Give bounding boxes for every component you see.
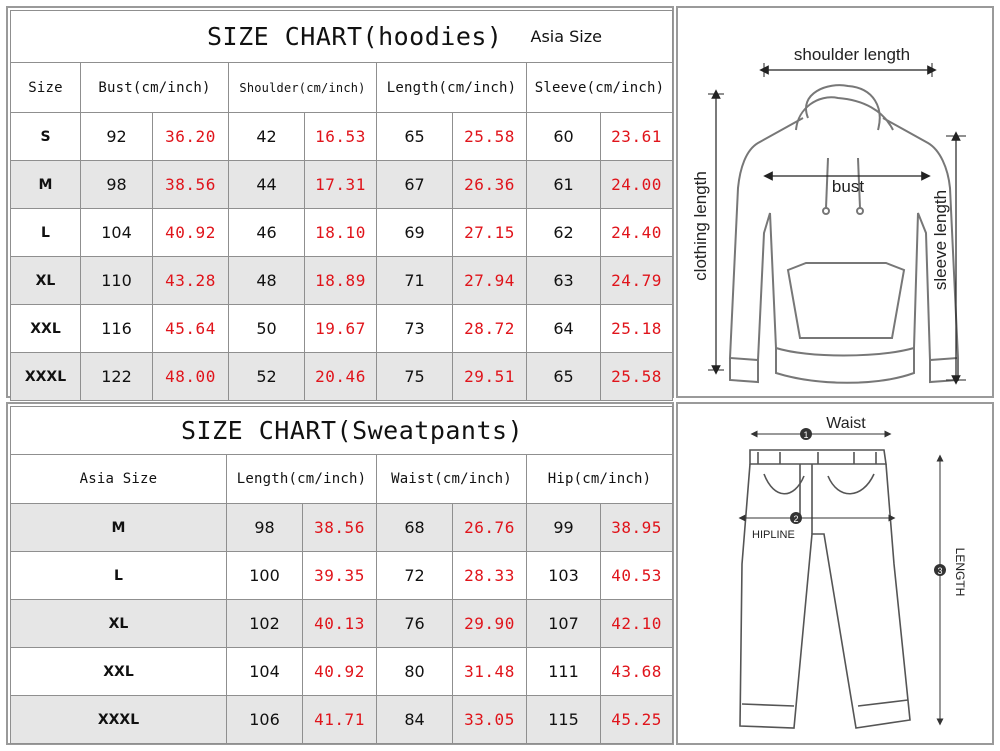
header-hip: Hip(cm/inch)	[527, 455, 673, 504]
size-cell: S	[11, 113, 81, 161]
waist-inch-cell: 33.05	[453, 696, 527, 744]
sleeve-cm-cell: 60	[527, 113, 601, 161]
length-cm-cell: 71	[377, 257, 453, 305]
bust-cm-cell: 98	[81, 161, 153, 209]
waist-cm-cell: 68	[377, 504, 453, 552]
length-inch-cell: 25.58	[453, 113, 527, 161]
length-cm-cell: 106	[227, 696, 303, 744]
waist-inch-cell: 28.33	[453, 552, 527, 600]
hip-cm-cell: 107	[527, 600, 601, 648]
table-row	[11, 353, 673, 401]
hoodie-header-row	[11, 63, 673, 113]
length-cm-cell: 65	[377, 113, 453, 161]
hoodie-diagram-panel	[676, 6, 994, 398]
header-sleeve: Sleeve(cm/inch)	[527, 63, 673, 113]
hip-inch-cell: 45.25	[601, 696, 673, 744]
hip-inch-cell: 43.68	[601, 648, 673, 696]
header-size: Size	[11, 63, 81, 113]
size-cell: XXXL	[11, 353, 81, 401]
size-cell: XXL	[11, 648, 227, 696]
svg-text:3: 3	[937, 566, 943, 576]
size-cell: XXL	[11, 305, 81, 353]
sweatpants-chart-title: SIZE CHART(Sweatpants)	[181, 416, 524, 445]
length-inch-cell: 40.13	[303, 600, 377, 648]
bust-inch-cell: 36.20	[153, 113, 229, 161]
shoulder-cm-cell: 52	[229, 353, 305, 401]
waist-cm-cell: 80	[377, 648, 453, 696]
hoodie-size-table	[10, 10, 673, 401]
table-row	[11, 305, 673, 353]
bust-cm-cell: 110	[81, 257, 153, 305]
pants-diagram	[678, 404, 992, 743]
shoulder-inch-cell: 18.10	[305, 209, 377, 257]
hipline-label: HIPLINE	[752, 529, 795, 541]
shoulder-cm-cell: 42	[229, 113, 305, 161]
clothing-length-label: clothing length	[691, 171, 710, 281]
size-cell: M	[11, 504, 227, 552]
sleeve-inch-cell: 25.18	[601, 305, 673, 353]
length-inch-cell: 40.92	[303, 648, 377, 696]
length-inch-cell: 41.71	[303, 696, 377, 744]
shoulder-cm-cell: 46	[229, 209, 305, 257]
bust-inch-cell: 40.92	[153, 209, 229, 257]
length-cm-cell: 102	[227, 600, 303, 648]
length-inch-cell: 26.36	[453, 161, 527, 209]
sleeve-inch-cell: 23.61	[601, 113, 673, 161]
shoulder-inch-cell: 18.89	[305, 257, 377, 305]
size-cell: L	[11, 209, 81, 257]
table-row	[11, 696, 673, 744]
length-cm-cell: 98	[227, 504, 303, 552]
length-cm-cell: 104	[227, 648, 303, 696]
bust-inch-cell: 38.56	[153, 161, 229, 209]
shoulder-inch-cell: 20.46	[305, 353, 377, 401]
size-cell: XL	[11, 257, 81, 305]
waist-cm-cell: 84	[377, 696, 453, 744]
sleeve-cm-cell: 64	[527, 305, 601, 353]
bust-inch-cell: 48.00	[153, 353, 229, 401]
sweatpants-header-row	[11, 455, 673, 504]
bust-cm-cell: 104	[81, 209, 153, 257]
sleeve-cm-cell: 61	[527, 161, 601, 209]
asia-size-label: Asia Size	[530, 27, 602, 46]
length-cm-cell: 75	[377, 353, 453, 401]
hoodie-size-chart-panel	[6, 6, 674, 398]
length-inch-cell: 28.72	[453, 305, 527, 353]
sleeve-inch-cell: 25.58	[601, 353, 673, 401]
size-cell: M	[11, 161, 81, 209]
bust-label: bust	[831, 177, 865, 196]
hip-cm-cell: 103	[527, 552, 601, 600]
table-row	[11, 504, 673, 552]
table-row	[11, 648, 673, 696]
length-inch-cell: 29.51	[453, 353, 527, 401]
shoulder-cm-cell: 50	[229, 305, 305, 353]
header-waist: Waist(cm/inch)	[377, 455, 527, 504]
waist-cm-cell: 76	[377, 600, 453, 648]
length-inch-cell: 38.56	[303, 504, 377, 552]
header-length: Length(cm/inch)	[227, 455, 377, 504]
shoulder-inch-cell: 17.31	[305, 161, 377, 209]
sleeve-length-label: sleeve length	[931, 189, 950, 291]
length-cm-cell: 100	[227, 552, 303, 600]
sleeve-inch-cell: 24.40	[601, 209, 673, 257]
waist-label: Waist	[826, 415, 866, 432]
size-cell: XL	[11, 600, 227, 648]
hip-cm-cell: 115	[527, 696, 601, 744]
hip-inch-cell: 42.10	[601, 600, 673, 648]
length-label: LENGTH	[953, 547, 967, 597]
table-row	[11, 257, 673, 305]
sleeve-inch-cell: 24.00	[601, 161, 673, 209]
length-inch-cell: 27.15	[453, 209, 527, 257]
pants-outline-icon	[740, 450, 910, 728]
length-cm-cell: 69	[377, 209, 453, 257]
sleeve-cm-cell: 63	[527, 257, 601, 305]
waist-inch-cell: 31.48	[453, 648, 527, 696]
sweatpants-size-table	[10, 406, 673, 744]
length-inch-cell: 39.35	[303, 552, 377, 600]
hip-inch-cell: 38.95	[601, 504, 673, 552]
hoodie-diagram	[678, 8, 992, 396]
length-inch-cell: 27.94	[453, 257, 527, 305]
hip-cm-cell: 99	[527, 504, 601, 552]
bust-inch-cell: 43.28	[153, 257, 229, 305]
shoulder-cm-cell: 48	[229, 257, 305, 305]
bust-cm-cell: 116	[81, 305, 153, 353]
waist-inch-cell: 29.90	[453, 600, 527, 648]
length-cm-cell: 67	[377, 161, 453, 209]
size-cell: L	[11, 552, 227, 600]
sleeve-cm-cell: 65	[527, 353, 601, 401]
shoulder-length-label: shoulder length	[793, 45, 911, 64]
svg-text:1: 1	[803, 430, 809, 440]
sleeve-cm-cell: 62	[527, 209, 601, 257]
bust-cm-cell: 122	[81, 353, 153, 401]
svg-text:2: 2	[793, 514, 799, 524]
bust-cm-cell: 92	[81, 113, 153, 161]
table-row	[11, 552, 673, 600]
table-row	[11, 161, 673, 209]
length-cm-cell: 73	[377, 305, 453, 353]
sweatpants-size-chart-panel	[6, 402, 674, 745]
hoodie-outline-icon	[730, 85, 958, 383]
hoodie-chart-title: SIZE CHART(hoodies)	[207, 22, 503, 51]
shoulder-cm-cell: 44	[229, 161, 305, 209]
header-bust: Bust(cm/inch)	[81, 63, 229, 113]
header-asia-size: Asia Size	[11, 455, 227, 504]
waist-inch-cell: 26.76	[453, 504, 527, 552]
bust-inch-cell: 45.64	[153, 305, 229, 353]
hip-cm-cell: 111	[527, 648, 601, 696]
header-shoulder: Shoulder(cm/inch)	[229, 63, 377, 113]
size-cell: XXXL	[11, 696, 227, 744]
table-row	[11, 600, 673, 648]
pants-diagram-panel	[676, 402, 994, 745]
table-row	[11, 113, 673, 161]
table-row	[11, 209, 673, 257]
header-length: Length(cm/inch)	[377, 63, 527, 113]
shoulder-inch-cell: 16.53	[305, 113, 377, 161]
waist-cm-cell: 72	[377, 552, 453, 600]
hip-inch-cell: 40.53	[601, 552, 673, 600]
shoulder-inch-cell: 19.67	[305, 305, 377, 353]
sleeve-inch-cell: 24.79	[601, 257, 673, 305]
